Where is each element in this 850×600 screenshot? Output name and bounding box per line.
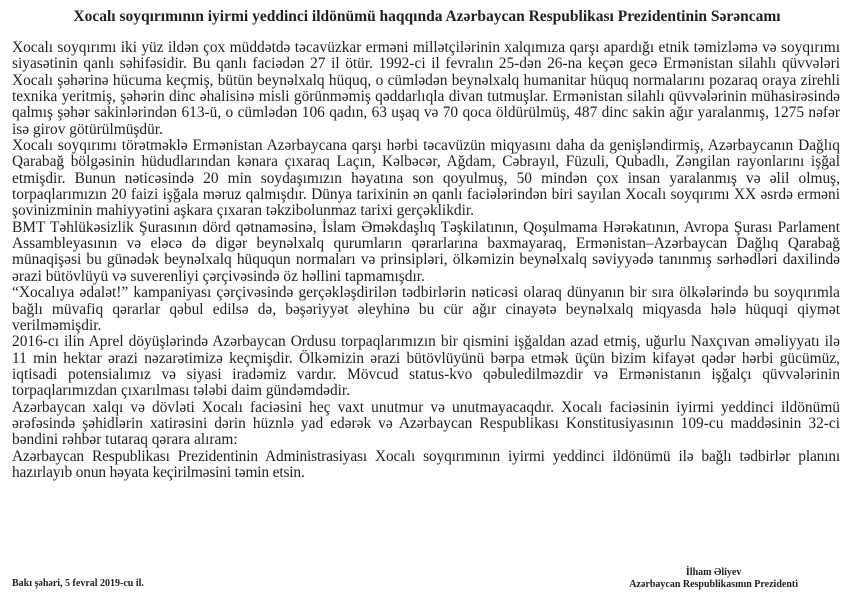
paragraph-7-decree-clause: Azərbaycan Respublikası Prezidentinin Administrasiyası Xocalı soyqırımının iyirmi yeddinci ildönümü ilə bağlı tədbirlər planını hazırlayıb onun həyata keçirilməsini təmin etsin. [12, 447, 840, 481]
signatory-position: Azərbaycan Respublikasının Prezidenti [629, 579, 798, 590]
signature-block [629, 567, 798, 591]
signatory-name: İlham Əliyev [685, 567, 742, 578]
paragraph-3: BMT Təhlükəsizlik Şurasının dörd qətnaməsinə, İslam Əməkdaşlıq Təşkilatının, Qoşulmama Hərəkatının, Avropa Şurası Parlament Assambleyasının və eləcə də digər beynəlxalq qurumların qərarlarına baxmayaraq, Ermənistan–Azərbaycan Dağlıq Qarabağ münaqişəsi bu günədək beynəlxalq hüququn normaları və prinsipləri, ölkəmizin beynəlxalq səviyyədə tanınmış sərhədləri daxilində ərazi bütövlüyü və suverenliyi çərçivəsində öz həllini tapmamışdır. [12, 218, 840, 285]
paragraph-2: Xocalı soyqırımı törətməklə Ermənistan Azərbaycana qarşı hərbi təcavüzün miqyasını daha da genişləndirmiş, Azərbaycanın Dağlıq Qarabağ bölgəsinin hüdudlarından kənara çıxaraq Laçın, Kəlbəcər, Ağdam, Cəbrayıl, Füzuli, Qubadlı, Zəngilan rayonlarını işğal etmişdir. Bunun nəticəsində 20 min soydaşımızın həyatına son qoyulmuş, 50 mindən çox insan yaralanmış və əlil olmuş, torpaqlarımızın 20 faizi işğala məruz qalmışdır. Dünya tarixinin ən qanlı faciələrindən biri sayılan Xocalı soyqırımı XX əsrdə erməni şovinizminin mahiyyətini aşkara çıxaran təkzibolunmaz tarixi gerçəklikdir. [12, 137, 840, 220]
place-and-date: Bakı şəhəri, 5 fevral 2019-cu il. [12, 578, 144, 589]
document-body [12, 40, 840, 481]
paragraph-4: “Xocalıya ədalət!” kampaniyası çərçivəsində gerçəkləşdirilən tədbirlərin nəticəsi olaraq dünyanın bir sıra ölkələrində bu soyqırımla bağlı müvafiq qərarlar qəbul edilsə də, bəşəriyyət əleyhinə bu cür ağır cinayətə beynəlxalq miqyasda hələ hüquqi qiymət verilməmişdir. [12, 284, 840, 334]
paragraph-1: Xocalı soyqırımı iki yüz ildən çox müddətdə təcavüzkar erməni millətçilərinin xalqımıza qarşı apardığı etnik təmizləmə və soyqırımı siyasətinin qanlı səhifəsidir. Bu qanlı faciədən 27 il ötür. 1992-ci il fevralın 25-dən 26-na keçən gecə Ermənistan silahlı qüvvələri Xocalı şəhərinə hücuma keçmiş, bütün beynəlxalq hüquq, o cümlədən beynəlxalq humanitar hüquq normalarını pozaraq oraya zirehli texnika yeritmiş, şəhərin dinc əhalisinə misli görünməmiş qəddarlıqla divan tutmuşlar. Ermənistan silahlı qüvvələrinin mühasirəsində qalmış şəhər sakinlərindən 613-ü, o cümlədən 106 qadın, 63 uşaq və 70 qoca öldürülmüş, 487 dinc sakin ağır yaralanmış, 1275 nəfər isə girov götürülmüşdür. [12, 39, 840, 138]
paragraph-5: 2016-cı ilin Aprel döyüşlərində Azərbaycan Ordusu torpaqlarımızın bir qismini işğaldan azad etmiş, uğurlu Naxçıvan əməliyyatı ilə 11 min hektar ərazi nəzarətimizə keçmişdir. Ölkəmizin ərazi bütövlüyünü bərpa etmək üçün bizim kifayət qədər hərbi gücümüz, iqtisadi potensialımız və siyasi iradəmiz vardır. Mövcud status-kvo qəbuledilməzdir və Ermənistanın işğalçı qüvvələrinin torpaqlarımızdan çıxarılması tələbi daim gündəmdədir. [12, 333, 840, 400]
document-title: Xocalı soyqırımının iyirmi yeddinci ildönümü haqqında Azərbaycan Respublikası Prezidentinin Sərəncamı [73, 8, 781, 25]
paragraph-6: Azərbaycan xalqı və dövləti Xocalı faciəsini heç vaxt unutmur və unutmayacaqdır. Xocalı faciəsinin iyirmi yeddinci ildönümü ərəfəsində şəhidlərin xatirəsini dərin hüznlə yad edərək və Azərbaycan Respublikası Konstitusiyasının 109-cu maddəsinin 32-ci bəndini rəhbər tutaraq qərara alıram: [12, 398, 840, 449]
